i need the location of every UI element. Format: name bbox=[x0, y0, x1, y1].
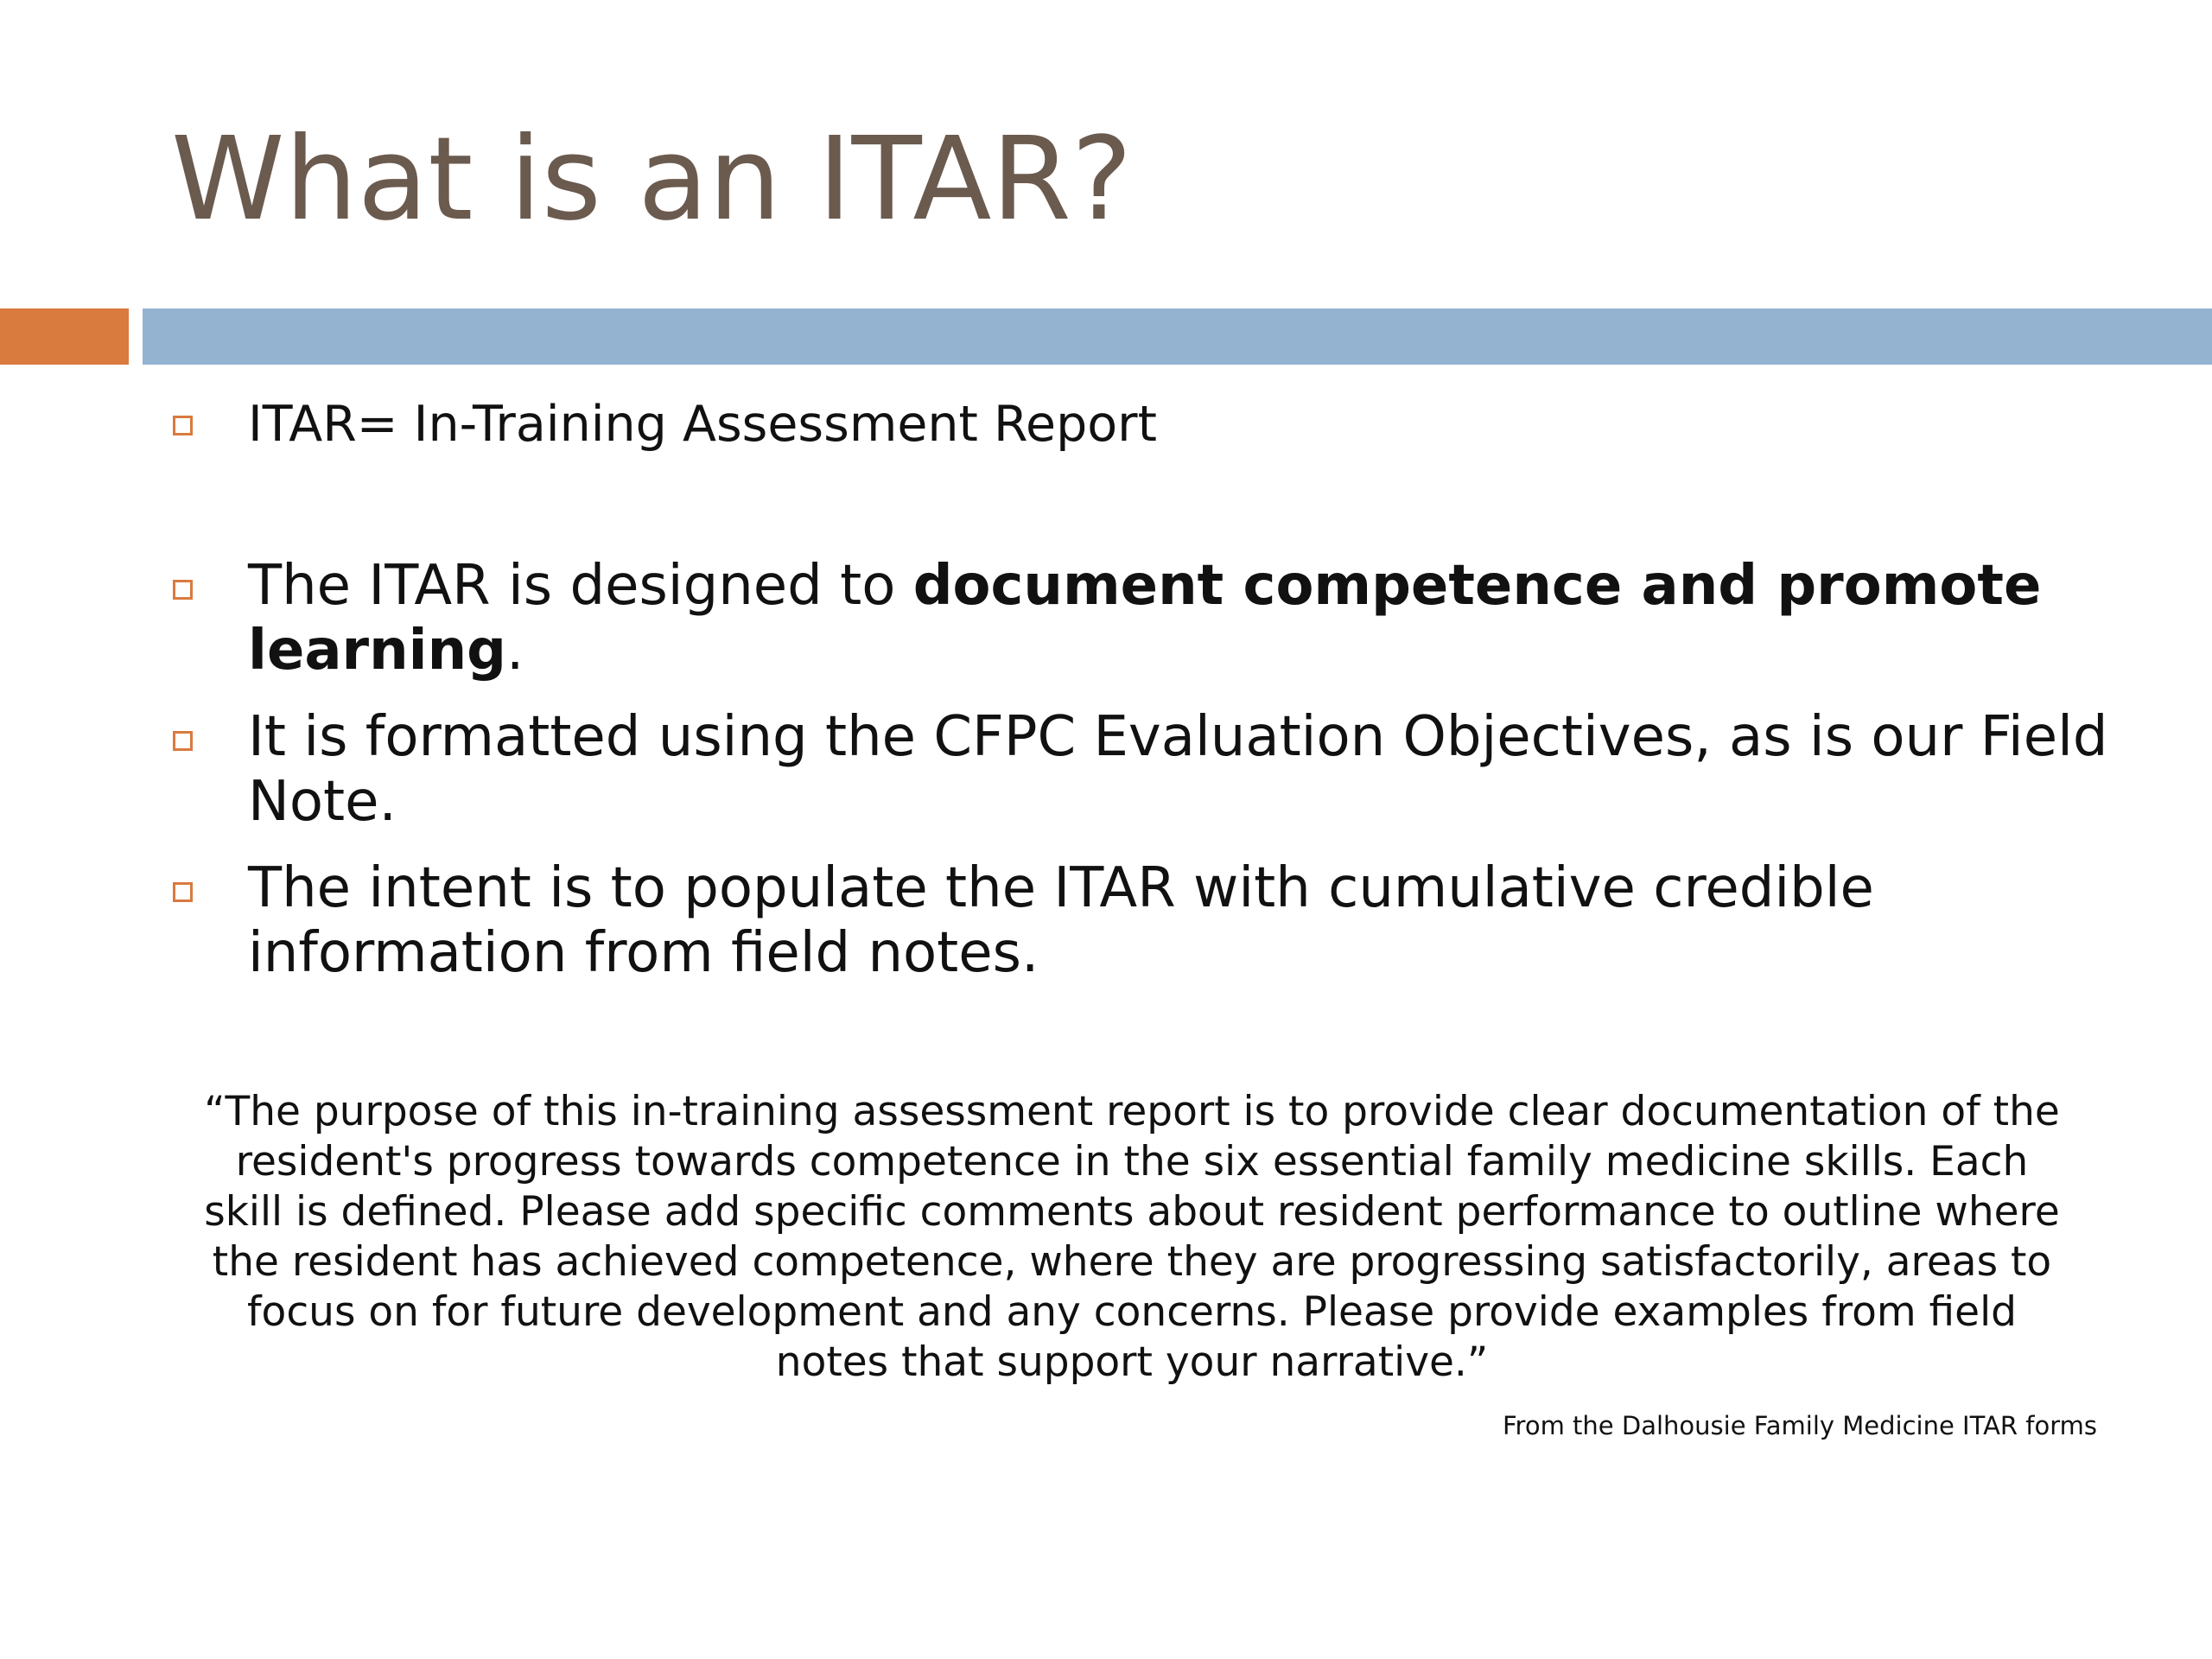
hollow-square-icon bbox=[173, 416, 193, 435]
slide-title: What is an ITAR? bbox=[171, 113, 1133, 246]
hollow-square-icon bbox=[173, 580, 193, 600]
bullet-text: ITAR= In-Training Assessment Report bbox=[248, 396, 1157, 453]
bullet-text: The intent is to populate the ITAR with cumulative credible information from field notes. bbox=[248, 856, 1874, 985]
bullet-text-emphasis: document competence and promote learning bbox=[248, 554, 2042, 683]
purpose-quote: “The purpose of this in-training assessment report is to provide clear documentation of the resident's progress towards competence in the six essential family medicine skills. Each skill is defined. Please add specific comments about resident performance to outline where the resident has achieved competence, where they are progressing satisfactorily, areas to focus on for future development and any concerns. Please provide examples from field notes that support your narrative.” bbox=[204, 1088, 2060, 1386]
accent-bar bbox=[0, 308, 129, 365]
bullet-text: It is formatted using the CFPC Evaluation Objectives, as is our Field Note. bbox=[248, 705, 2108, 834]
bullet-text-lead: The ITAR is designed to bbox=[248, 554, 913, 618]
hollow-square-icon bbox=[173, 882, 193, 902]
hollow-square-icon bbox=[173, 731, 193, 751]
bullet-text-trail: . bbox=[505, 619, 524, 683]
title-underline-band bbox=[143, 308, 2212, 365]
bullet-text bbox=[248, 554, 2114, 683]
quote-source: From the Dalhousie Family Medicine ITAR forms bbox=[1502, 1411, 2097, 1440]
